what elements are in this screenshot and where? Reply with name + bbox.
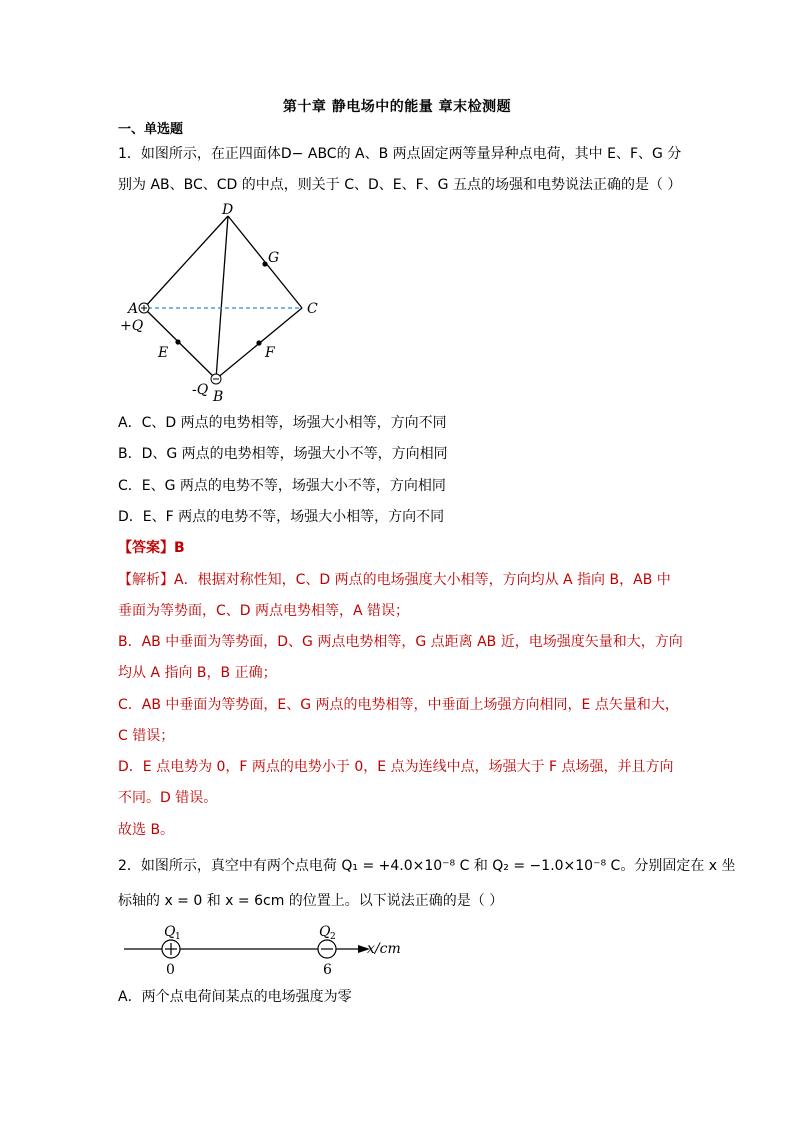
q1-option-c: C．E、G 两点的电势不等，场强大小不等，方向相同 xyxy=(118,478,446,494)
label-Q1: Q xyxy=(164,924,176,940)
label-D: D xyxy=(222,202,234,218)
axis-label: x/cm xyxy=(367,941,401,957)
label-C: C xyxy=(307,301,318,317)
tick-label-0: 0 xyxy=(166,962,175,978)
q2-stem-line1: 2．如图所示，真空中有两个点电荷 Q₁ = +4.0×10⁻⁸ C 和 Q₂ = −1.0×10⁻⁸ C。分别固定在 x 坐 xyxy=(118,858,736,874)
q1-option-b: B．D、G 两点的电势相等，场强大小不等，方向相同 xyxy=(118,446,448,462)
tick-label-6: 6 xyxy=(323,962,332,978)
q1-analysis-line2: 垂面为等势面，C、D 两点电势相等，A 错误； xyxy=(118,603,410,619)
q1-answer: 【答案】B xyxy=(118,540,185,556)
q1-option-d: D．E、F 两点的电势不等，场强大小相等，方向不同 xyxy=(118,509,445,525)
label-E: E xyxy=(158,345,169,361)
edge-DB xyxy=(216,216,228,379)
q1-analysis-line3: B．AB 中垂面为等势面，D、G 两点电势相等，G 点距离 AB 近，电场强度矢量和大，方向 xyxy=(118,634,683,650)
point-F xyxy=(256,340,261,345)
q1-analysis-line1: 【解析】A．根据对称性知，C、D 两点的电场强度大小相等，方向均从 A 指向 B，AB 中 xyxy=(118,572,671,588)
q2-stem-line2: 标轴的 x = 0 和 x = 6cm 的位置上。以下说法正确的是（ ） xyxy=(118,893,504,909)
q2-option-a: A．两个点电荷间某点的电场强度为零 xyxy=(118,989,352,1005)
q1-option-a: A．C、D 两点的电势相等，场强大小相等，方向不同 xyxy=(118,415,447,431)
label-B: B xyxy=(213,389,224,405)
label-minus-Q: -Q xyxy=(192,382,209,398)
section-heading: 一、单选题 xyxy=(118,122,184,137)
label-F: F xyxy=(265,345,275,361)
q1-analysis-line7: D．E 点电势为 0，F 两点的电势小于 0，E 点为连线中点，场强大于 F 点场强，并且方向 xyxy=(118,759,674,775)
label-Q2-subscript: 2 xyxy=(330,932,336,942)
q1-analysis-line6: C 错误； xyxy=(118,728,175,744)
q1-analysis-conclusion: 故选 B。 xyxy=(118,822,175,838)
q1-analysis-line8: 不同。D 错误。 xyxy=(118,790,218,806)
edge-DA xyxy=(144,216,228,308)
label-A: A xyxy=(128,301,139,317)
page-title: 第十章 静电场中的能量 章末检测题 xyxy=(282,99,512,115)
label-Q2: Q xyxy=(319,924,331,940)
label-Q1-subscript: 1 xyxy=(175,932,181,942)
q1-stem-line2: 别为 AB、BC、CD 的中点，则关于 C、D、E、F、G 五点的场强和电势说法正确的是（ ） xyxy=(118,177,682,193)
q2-axis-figure xyxy=(118,920,418,980)
point-E xyxy=(175,339,180,344)
q1-tetrahedron-figure xyxy=(110,200,330,405)
negative-charge-icon xyxy=(318,940,336,958)
positive-charge-icon xyxy=(162,940,180,958)
q1-analysis-line4: 均从 A 指向 B，B 正确； xyxy=(118,665,277,681)
point-G xyxy=(262,261,267,266)
q1-analysis-line5: C．AB 中垂面为等势面，E、G 两点的电势相等，中垂面上场强方向相同，E 点矢量和大， xyxy=(118,697,679,713)
negative-charge-icon xyxy=(211,374,221,384)
label-G: G xyxy=(268,250,280,266)
label-plus-Q: +Q xyxy=(120,318,144,334)
q1-stem-line1: 1．如图所示，在正四面体D− ABC的 A、B 两点固定两等量异种点电荷，其中 E、F、G 分 xyxy=(118,146,682,162)
positive-charge-icon xyxy=(139,303,149,313)
